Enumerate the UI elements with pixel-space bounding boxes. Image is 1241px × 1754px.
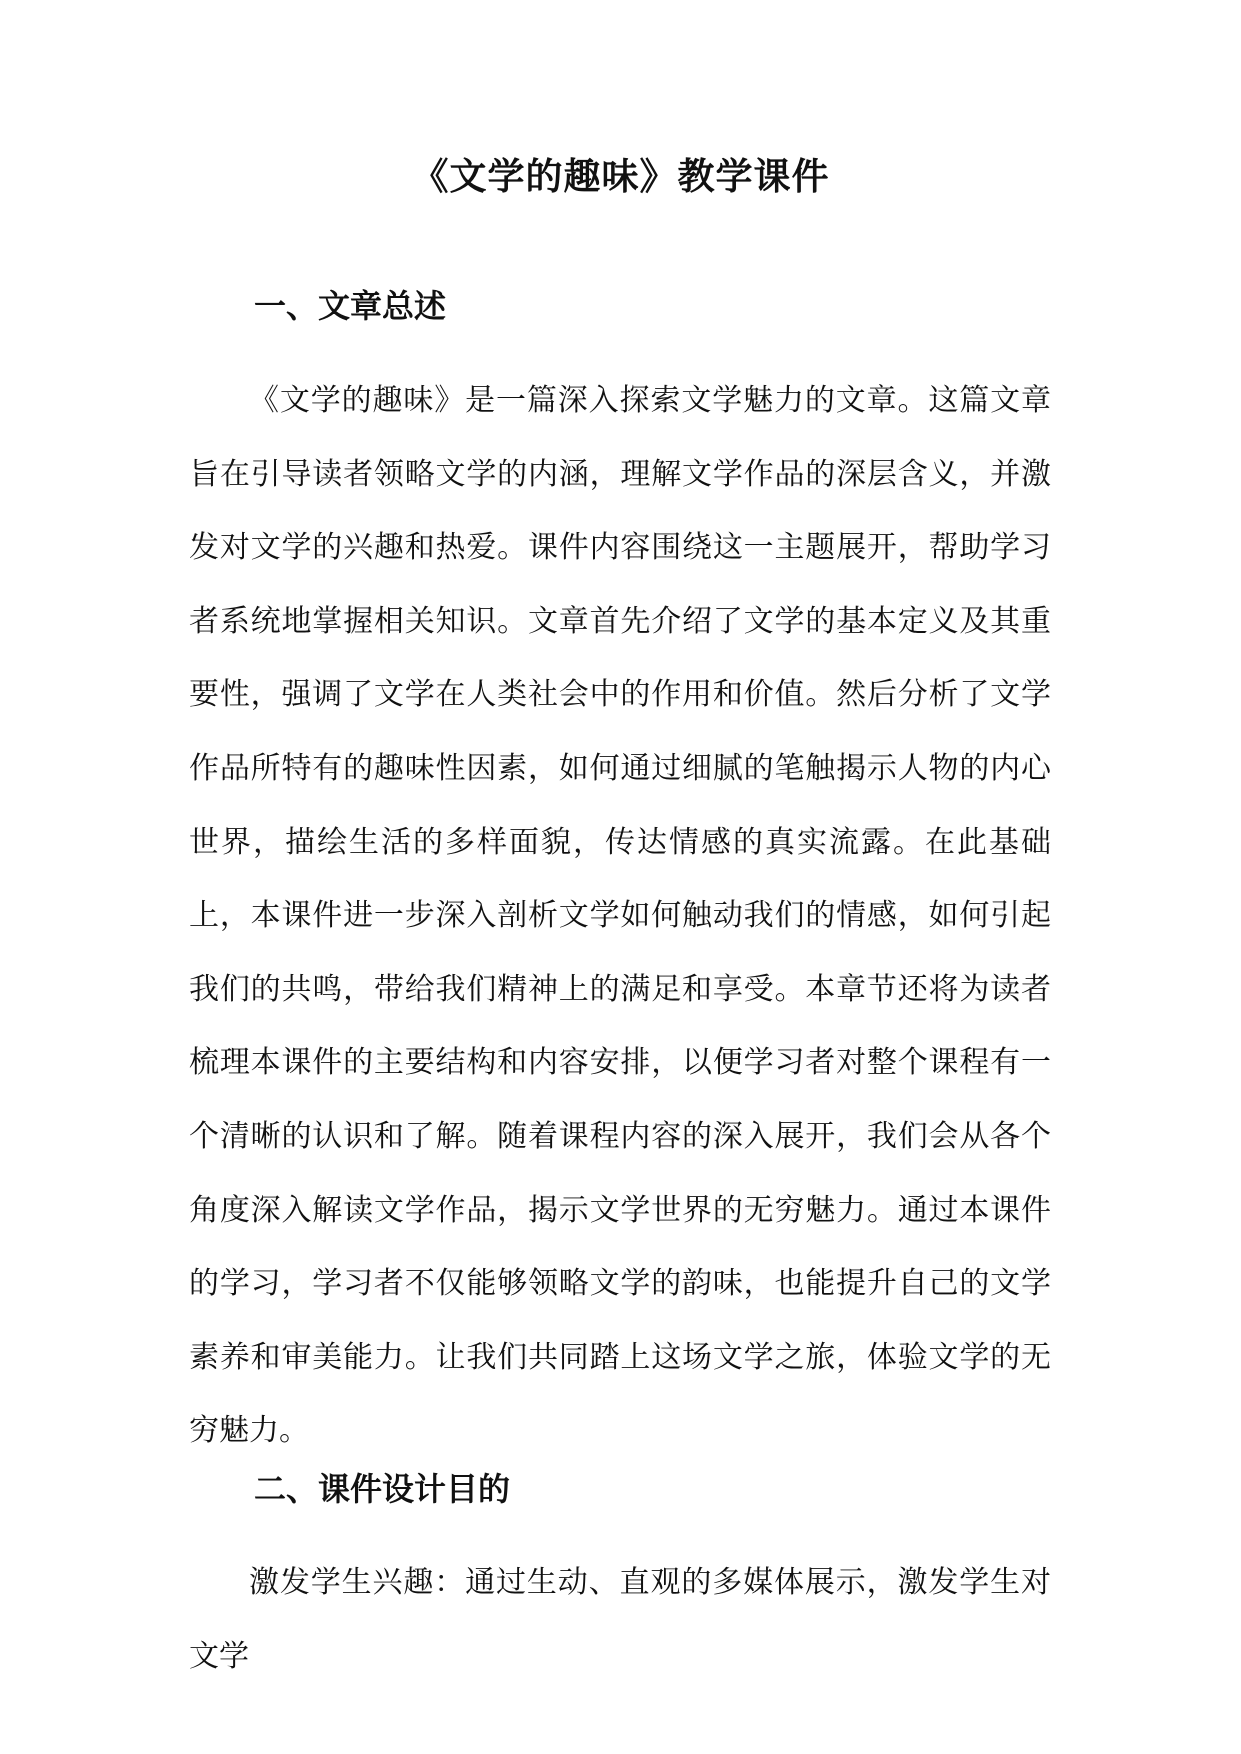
section-paragraph-design-purpose: 激发学生兴趣：通过生动、直观的多媒体展示，激发学生对文学 bbox=[189, 1565, 1051, 1674]
section-heading-overview: 一、文章总述 bbox=[254, 287, 447, 325]
document-title: 《文学的趣味》教学课件 bbox=[411, 154, 830, 198]
section-paragraph-overview: 《文学的趣味》是一篇深入探索文学魅力的文章。这篇文章旨在引导读者领略文学的内涵，理解文学作品的深层含义，并激发对文学的兴趣和热爱。课件内容围绕这一主题展开，帮助学习者系统地掌握相关知识。文章首先介绍了文学的基本定义及其重要性，强调了文学在人类社会中的作用和价值。然后分析了文学作品所特有的趣味性因素，如何通过细腻的笔触揭示人物的内心世界，描绘生活的多样面貌，传达情感的真实流露。在此基础上，本课件进一步深入剖析文学如何触动我们的情感，如何引起我们的共鸣，带给我们精神上的满足和享受。本章节还将为读者梳理本课件的主要结构和内容安排，以便学习者对整个课程有一个清晰的认识和了解。随着课程内容的深入展开，我们会从各个角度深入解读文学作品，揭示文学世界的无穷魅力。通过本课件的学习，学习者不仅能够领略文学的韵味，也能提升自己的文学素养和审美能力。让我们共同踏上这场文学之旅，体验文学的无穷魅力。 bbox=[189, 383, 1051, 1449]
section-heading-design-purpose: 二、课件设计目的 bbox=[254, 1470, 511, 1508]
